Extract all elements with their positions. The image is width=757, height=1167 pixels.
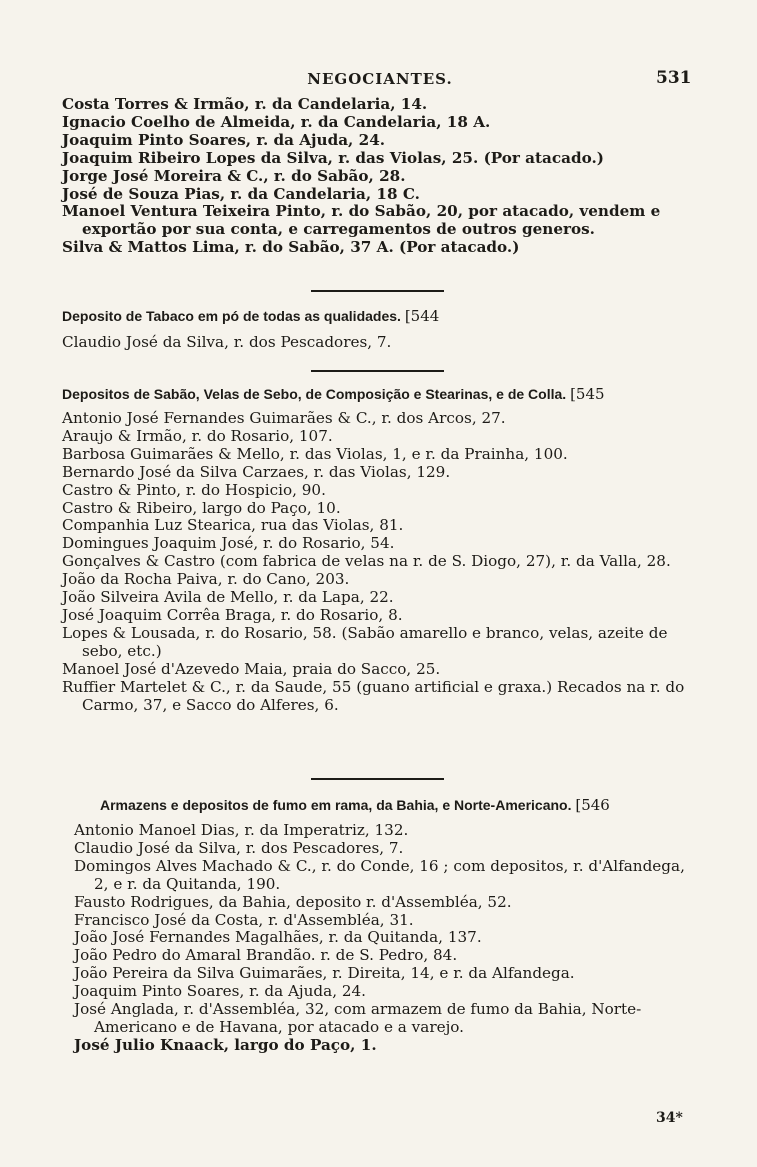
list-item: Bernardo José da Silva Carzaes, r. das Violas, 129. xyxy=(62,462,451,481)
list-item: João Pedro do Amaral Brandão. r. de S. Pedro, 84. xyxy=(74,946,458,965)
list-item: Joaquim Pinto Soares, r. da Ajuda, 24. xyxy=(74,982,367,1001)
list-item: Domingos Alves Machado & C., r. do Conde, 16 ; com depositos, r. d'Alfandega, 2, e r. da Quitanda, 190. xyxy=(74,856,685,893)
section-list-544 xyxy=(62,334,697,352)
section-heading-545 xyxy=(62,385,698,403)
section-code: [545 xyxy=(570,385,605,403)
list-item: Ruffier Martelet & C., r. da Saude, 55 (guano artificial e graxa.) Recados na r. do Carmo, 37, e Sacco do Alferes, 6. xyxy=(62,677,685,714)
list-item: José Anglada, r. d'Assembléa, 32, com armazem de fumo da Bahia, Norte-Americano e de Havana, por atacado e a varejo. xyxy=(74,1000,642,1036)
list-item: João Silveira Avila de Mello, r. da Lapa, 22. xyxy=(62,588,394,607)
section-title: Armazens e depositos de fumo em rama, da Bahia, e Norte-Americano. xyxy=(100,797,572,813)
section-title: Deposito de Tabaco em pó de todas as qualidades. xyxy=(62,308,401,324)
list-item: Costa Torres & Irmão, r. da Candelaria, 14. xyxy=(62,95,428,113)
section-code: [544 xyxy=(404,307,440,325)
list-item: Joaquim Pinto Soares, r. da Ajuda, 24. xyxy=(62,130,386,149)
section-list-546 xyxy=(74,822,702,1055)
list-item: Lopes & Lousada, r. do Rosario, 58. (Sabão amarello e branco, velas, azeite de sebo, etc.) xyxy=(62,623,668,660)
list-item: José de Souza Pias, r. da Candelaria, 18 C. xyxy=(62,184,420,203)
running-head: NEGOCIANTES. xyxy=(307,70,453,88)
list-item: Domingues Joaquim José, r. do Rosario, 54. xyxy=(62,534,395,553)
section-divider xyxy=(311,370,444,372)
intro-list xyxy=(62,96,697,257)
list-item: Antonio Manoel Dias, r. da Imperatriz, 132. xyxy=(74,821,409,839)
list-item: Silva & Mattos Lima, r. do Sabão, 37 A. (Por atacado.) xyxy=(62,238,520,257)
list-item: João da Rocha Paiva, r. do Cano, 203. xyxy=(62,570,350,589)
section-heading-546 xyxy=(100,796,698,814)
list-item: Fausto Rodrigues, da Bahia, deposito r. d'Assembléa, 52. xyxy=(74,892,512,911)
list-item: Francisco José da Costa, r. d'Assembléa, 31. xyxy=(74,910,414,929)
signature-mark: 34* xyxy=(656,1110,683,1126)
list-item: Castro & Pinto, r. do Hospicio, 90. xyxy=(62,480,326,499)
list-item: Joaquim Ribeiro Lopes da Silva, r. das Violas, 25. (Por atacado.) xyxy=(62,148,604,167)
list-item: Claudio José da Silva, r. dos Pescadores, 7. xyxy=(62,333,392,351)
list-item: José Julio Knaack, largo do Paço, 1. xyxy=(74,1035,377,1054)
section-heading-544 xyxy=(62,307,698,325)
list-item: Manoel Ventura Teixeira Pinto, r. do Sabão, 20, por atacado, vendem e exportão por sua conta, e carregamentos de outros generos. xyxy=(62,202,661,239)
list-item: Barbosa Guimarães & Mello, r. das Violas, 1, e r. da Prainha, 100. xyxy=(62,444,568,463)
page-number: 531 xyxy=(656,68,692,88)
section-divider xyxy=(311,778,444,780)
list-item: Claudio José da Silva, r. dos Pescadores, 7. xyxy=(74,838,404,857)
list-item: Manoel José d'Azevedo Maia, praia do Sacco, 25. xyxy=(62,659,441,678)
list-item: Jorge José Moreira & C., r. do Sabão, 28. xyxy=(62,166,406,185)
list-item: Antonio José Fernandes Guimarães & C., r. dos Arcos, 27. xyxy=(62,409,506,427)
list-item: João José Fernandes Magalhães, r. da Quitanda, 137. xyxy=(74,928,482,947)
section-divider xyxy=(311,290,444,292)
list-item: João Pereira da Silva Guimarães, r. Direita, 14, e r. da Alfandega. xyxy=(74,964,575,983)
list-item: Ignacio Coelho de Almeida, r. da Candelaria, 18 A. xyxy=(62,112,491,131)
section-list-545 xyxy=(62,410,697,714)
list-item: Gonçalves & Castro (com fabrica de velas na r. de S. Diogo, 27), r. da Valla, 28. xyxy=(62,552,671,571)
list-item: José Joaquim Corrêa Braga, r. do Rosario, 8. xyxy=(62,605,403,624)
section-title: Depositos de Sabão, Velas de Sebo, de Composição e Stearinas, e de Colla. xyxy=(62,386,567,402)
section-code: [546 xyxy=(575,796,610,814)
list-item: Companhia Luz Stearica, rua das Violas, 81. xyxy=(62,516,404,535)
list-item: Araujo & Irmão, r. do Rosario, 107. xyxy=(62,426,333,445)
list-item: Castro & Ribeiro, largo do Paço, 10. xyxy=(62,498,341,517)
